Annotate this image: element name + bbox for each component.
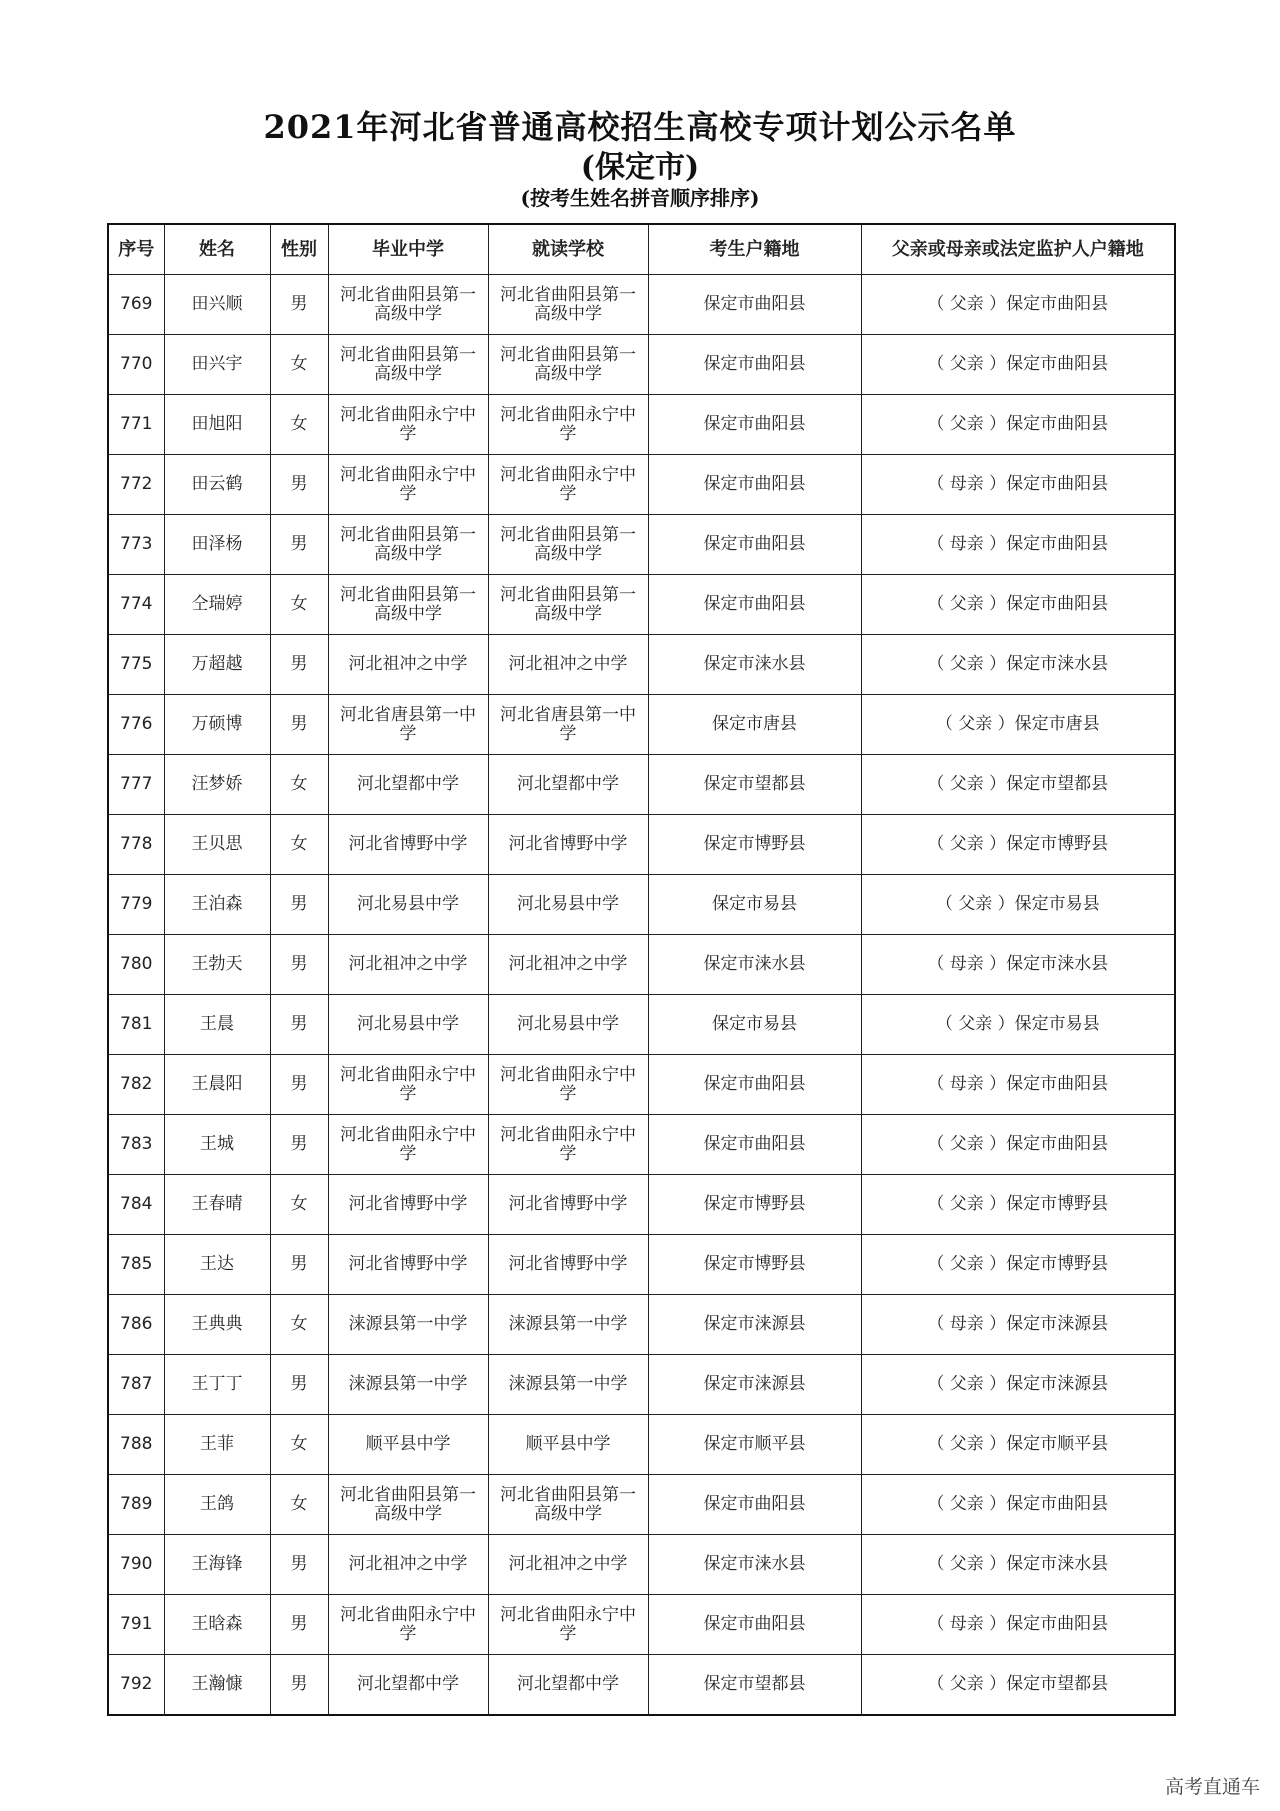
table-row bbox=[108, 1055, 1175, 1115]
guardian-relation: 父亲 bbox=[949, 1554, 984, 1574]
guardian-household-place: 保定市顺平县 bbox=[1006, 1434, 1109, 1454]
cell-guardian-household: （ 母亲 ）保定市涞水县 bbox=[861, 935, 1175, 995]
cell-household: 保定市望都县 bbox=[648, 755, 861, 815]
cell-number: 789 bbox=[108, 1475, 164, 1535]
cell-sex: 男 bbox=[270, 1595, 328, 1655]
cell-name: 王瀚慷 bbox=[164, 1655, 270, 1715]
guardian-household-place: 保定市涞水县 bbox=[1006, 954, 1109, 974]
cell-sex: 女 bbox=[270, 1295, 328, 1355]
cell-household: 保定市涞源县 bbox=[648, 1295, 861, 1355]
cell-guardian-household: （ 父亲 ）保定市涞水县 bbox=[861, 635, 1175, 695]
cell-name: 王鸽 bbox=[164, 1475, 270, 1535]
cell-guardian-household: （ 母亲 ）保定市曲阳县 bbox=[861, 515, 1175, 575]
cell-guardian-household: （ 父亲 ）保定市涞源县 bbox=[861, 1355, 1175, 1415]
guardian-relation: 父亲 bbox=[949, 1434, 984, 1454]
cell-current-school: 河北省博野中学 bbox=[488, 1235, 648, 1295]
column-header-number: 序号 bbox=[108, 224, 164, 275]
cell-guardian-household: （ 父亲 ）保定市涞水县 bbox=[861, 1535, 1175, 1595]
cell-guardian-household: （ 母亲 ）保定市曲阳县 bbox=[861, 1595, 1175, 1655]
cell-name: 田泽杨 bbox=[164, 515, 270, 575]
cell-current-school: 河北省曲阳永宁中学 bbox=[488, 1115, 648, 1175]
cell-graduated-school: 河北易县中学 bbox=[328, 995, 488, 1055]
cell-graduated-school: 河北望都中学 bbox=[328, 1655, 488, 1715]
column-header-current-school: 就读学校 bbox=[488, 224, 648, 275]
cell-graduated-school: 河北省曲阳永宁中学 bbox=[328, 1595, 488, 1655]
table-header-row bbox=[108, 224, 1175, 275]
cell-number: 788 bbox=[108, 1415, 164, 1475]
cell-household: 保定市唐县 bbox=[648, 695, 861, 755]
guardian-household-place: 保定市博野县 bbox=[1006, 834, 1109, 854]
cell-number: 792 bbox=[108, 1655, 164, 1715]
table-row bbox=[108, 1235, 1175, 1295]
cell-number: 782 bbox=[108, 1055, 164, 1115]
cell-current-school: 河北省博野中学 bbox=[488, 815, 648, 875]
cell-current-school: 河北省唐县第一中学 bbox=[488, 695, 648, 755]
cell-household: 保定市博野县 bbox=[648, 1175, 861, 1235]
guardian-household-place: 保定市涞源县 bbox=[1006, 1314, 1109, 1334]
cell-guardian-household: （ 父亲 ）保定市曲阳县 bbox=[861, 335, 1175, 395]
cell-name: 王泊森 bbox=[164, 875, 270, 935]
cell-household: 保定市曲阳县 bbox=[648, 395, 861, 455]
cell-guardian-household: （ 母亲 ）保定市曲阳县 bbox=[861, 1055, 1175, 1115]
table-row bbox=[108, 335, 1175, 395]
cell-name: 万硕博 bbox=[164, 695, 270, 755]
cell-sex: 男 bbox=[270, 275, 328, 335]
cell-guardian-household: （ 父亲 ）保定市唐县 bbox=[861, 695, 1175, 755]
cell-sex: 男 bbox=[270, 1655, 328, 1715]
guardian-household-place: 保定市曲阳县 bbox=[1006, 594, 1109, 614]
cell-guardian-household: （ 父亲 ）保定市易县 bbox=[861, 875, 1175, 935]
cell-name: 王晨阳 bbox=[164, 1055, 270, 1115]
cell-guardian-household: （ 父亲 ）保定市曲阳县 bbox=[861, 575, 1175, 635]
cell-number: 780 bbox=[108, 935, 164, 995]
cell-graduated-school: 河北祖冲之中学 bbox=[328, 935, 488, 995]
guardian-household-place: 保定市曲阳县 bbox=[1006, 1614, 1109, 1634]
guardian-household-place: 保定市博野县 bbox=[1006, 1254, 1109, 1274]
guardian-relation: 母亲 bbox=[949, 474, 984, 494]
cell-graduated-school: 河北省博野中学 bbox=[328, 1235, 488, 1295]
guardian-relation: 母亲 bbox=[949, 534, 984, 554]
cell-household: 保定市涞水县 bbox=[648, 635, 861, 695]
cell-guardian-household: （ 父亲 ）保定市望都县 bbox=[861, 755, 1175, 815]
cell-graduated-school: 河北祖冲之中学 bbox=[328, 1535, 488, 1595]
cell-sex: 男 bbox=[270, 695, 328, 755]
cell-number: 778 bbox=[108, 815, 164, 875]
cell-name: 王丁丁 bbox=[164, 1355, 270, 1415]
cell-household: 保定市曲阳县 bbox=[648, 335, 861, 395]
cell-number: 781 bbox=[108, 995, 164, 1055]
cell-graduated-school: 涞源县第一中学 bbox=[328, 1355, 488, 1415]
cell-name: 王贝思 bbox=[164, 815, 270, 875]
cell-current-school: 河北省曲阳县第一高级中学 bbox=[488, 575, 648, 635]
cell-household: 保定市曲阳县 bbox=[648, 1475, 861, 1535]
cell-number: 773 bbox=[108, 515, 164, 575]
guardian-household-place: 保定市曲阳县 bbox=[1006, 1494, 1109, 1514]
guardian-relation: 父亲 bbox=[949, 1194, 984, 1214]
cell-graduated-school: 河北望都中学 bbox=[328, 755, 488, 815]
table-row bbox=[108, 755, 1175, 815]
guardian-relation: 父亲 bbox=[949, 834, 984, 854]
cell-graduated-school: 河北省曲阳县第一高级中学 bbox=[328, 1475, 488, 1535]
cell-household: 保定市涞水县 bbox=[648, 935, 861, 995]
guardian-household-place: 保定市涞水县 bbox=[1006, 1554, 1109, 1574]
cell-household: 保定市涞水县 bbox=[648, 1535, 861, 1595]
table-row bbox=[108, 1655, 1175, 1715]
cell-number: 775 bbox=[108, 635, 164, 695]
cell-guardian-household: （ 父亲 ）保定市曲阳县 bbox=[861, 1475, 1175, 1535]
column-header-name: 姓名 bbox=[164, 224, 270, 275]
cell-graduated-school: 河北祖冲之中学 bbox=[328, 635, 488, 695]
cell-sex: 男 bbox=[270, 1235, 328, 1295]
cell-sex: 女 bbox=[270, 395, 328, 455]
cell-current-school: 河北省曲阳永宁中学 bbox=[488, 395, 648, 455]
table-row bbox=[108, 1535, 1175, 1595]
cell-name: 田旭阳 bbox=[164, 395, 270, 455]
guardian-relation: 父亲 bbox=[949, 594, 984, 614]
cell-graduated-school: 顺平县中学 bbox=[328, 1415, 488, 1475]
cell-sex: 女 bbox=[270, 1415, 328, 1475]
cell-current-school: 河北祖冲之中学 bbox=[488, 635, 648, 695]
cell-sex: 男 bbox=[270, 1115, 328, 1175]
cell-number: 785 bbox=[108, 1235, 164, 1295]
guardian-relation: 父亲 bbox=[949, 1374, 984, 1394]
cell-graduated-school: 河北省曲阳县第一高级中学 bbox=[328, 335, 488, 395]
document-subtitle-city: (保定市) bbox=[580, 150, 700, 185]
cell-current-school: 河北省博野中学 bbox=[488, 1175, 648, 1235]
cell-sex: 男 bbox=[270, 455, 328, 515]
table-row bbox=[108, 455, 1175, 515]
cell-household: 保定市易县 bbox=[648, 995, 861, 1055]
cell-current-school: 河北省曲阳永宁中学 bbox=[488, 1055, 648, 1115]
column-header-sex: 性别 bbox=[270, 224, 328, 275]
guardian-relation: 父亲 bbox=[958, 714, 993, 734]
cell-household: 保定市曲阳县 bbox=[648, 1595, 861, 1655]
guardian-household-place: 保定市曲阳县 bbox=[1006, 474, 1109, 494]
cell-name: 王勃天 bbox=[164, 935, 270, 995]
cell-current-school: 涞源县第一中学 bbox=[488, 1295, 648, 1355]
table-row bbox=[108, 1415, 1175, 1475]
guardian-relation: 母亲 bbox=[949, 954, 984, 974]
cell-sex: 男 bbox=[270, 995, 328, 1055]
guardian-household-place: 保定市曲阳县 bbox=[1006, 354, 1109, 374]
cell-current-school: 涞源县第一中学 bbox=[488, 1355, 648, 1415]
cell-number: 787 bbox=[108, 1355, 164, 1415]
cell-number: 769 bbox=[108, 275, 164, 335]
table-row bbox=[108, 395, 1175, 455]
table-row bbox=[108, 1115, 1175, 1175]
guardian-relation: 父亲 bbox=[949, 414, 984, 434]
cell-graduated-school: 河北省曲阳永宁中学 bbox=[328, 1115, 488, 1175]
cell-sex: 男 bbox=[270, 875, 328, 935]
table-row bbox=[108, 1595, 1175, 1655]
cell-number: 790 bbox=[108, 1535, 164, 1595]
cell-graduated-school: 河北省曲阳永宁中学 bbox=[328, 395, 488, 455]
table-row bbox=[108, 1475, 1175, 1535]
cell-graduated-school: 河北省曲阳永宁中学 bbox=[328, 1055, 488, 1115]
cell-sex: 女 bbox=[270, 755, 328, 815]
cell-graduated-school: 河北省唐县第一中学 bbox=[328, 695, 488, 755]
guardian-household-place: 保定市易县 bbox=[1014, 894, 1100, 914]
cell-current-school: 河北省曲阳永宁中学 bbox=[488, 455, 648, 515]
cell-sex: 女 bbox=[270, 1475, 328, 1535]
cell-sex: 女 bbox=[270, 575, 328, 635]
guardian-relation: 父亲 bbox=[949, 654, 984, 674]
cell-current-school: 河北望都中学 bbox=[488, 1655, 648, 1715]
cell-sex: 女 bbox=[270, 815, 328, 875]
cell-guardian-household: （ 父亲 ）保定市顺平县 bbox=[861, 1415, 1175, 1475]
cell-household: 保定市曲阳县 bbox=[648, 1055, 861, 1115]
cell-graduated-school: 河北省博野中学 bbox=[328, 815, 488, 875]
cell-guardian-household: （ 父亲 ）保定市博野县 bbox=[861, 815, 1175, 875]
guardian-relation: 父亲 bbox=[949, 1254, 984, 1274]
cell-graduated-school: 涞源县第一中学 bbox=[328, 1295, 488, 1355]
cell-name: 王晗森 bbox=[164, 1595, 270, 1655]
guardian-household-place: 保定市唐县 bbox=[1014, 714, 1100, 734]
cell-number: 791 bbox=[108, 1595, 164, 1655]
guardian-household-place: 保定市曲阳县 bbox=[1006, 1134, 1109, 1154]
cell-number: 779 bbox=[108, 875, 164, 935]
cell-current-school: 河北望都中学 bbox=[488, 755, 648, 815]
cell-name: 万超越 bbox=[164, 635, 270, 695]
cell-household: 保定市曲阳县 bbox=[648, 515, 861, 575]
cell-number: 786 bbox=[108, 1295, 164, 1355]
cell-sex: 男 bbox=[270, 935, 328, 995]
cell-guardian-household: （ 父亲 ）保定市曲阳县 bbox=[861, 395, 1175, 455]
cell-household: 保定市易县 bbox=[648, 875, 861, 935]
cell-sex: 女 bbox=[270, 1175, 328, 1235]
guardian-household-place: 保定市望都县 bbox=[1006, 1673, 1109, 1694]
guardian-household-place: 保定市涞水县 bbox=[1006, 654, 1109, 674]
table-row bbox=[108, 1295, 1175, 1355]
cell-household: 保定市曲阳县 bbox=[648, 455, 861, 515]
cell-number: 772 bbox=[108, 455, 164, 515]
guardian-relation: 父亲 bbox=[949, 774, 984, 794]
cell-sex: 男 bbox=[270, 515, 328, 575]
guardian-relation: 父亲 bbox=[949, 1673, 984, 1694]
cell-household: 保定市顺平县 bbox=[648, 1415, 861, 1475]
cell-guardian-household: （ 父亲 ）保定市博野县 bbox=[861, 1235, 1175, 1295]
table-row bbox=[108, 935, 1175, 995]
cell-graduated-school: 河北省曲阳县第一高级中学 bbox=[328, 515, 488, 575]
cell-household: 保定市曲阳县 bbox=[648, 575, 861, 635]
table-row bbox=[108, 515, 1175, 575]
table-row bbox=[108, 875, 1175, 935]
column-header-household: 考生户籍地 bbox=[648, 224, 861, 275]
cell-current-school: 河北省曲阳县第一高级中学 bbox=[488, 275, 648, 335]
guardian-household-place: 保定市涞源县 bbox=[1006, 1374, 1109, 1394]
table-row bbox=[108, 815, 1175, 875]
cell-name: 王海锋 bbox=[164, 1535, 270, 1595]
cell-name: 田兴宇 bbox=[164, 335, 270, 395]
cell-household: 保定市望都县 bbox=[648, 1655, 861, 1715]
cell-guardian-household: （ 父亲 ）保定市易县 bbox=[861, 995, 1175, 1055]
guardian-household-place: 保定市望都县 bbox=[1006, 774, 1109, 794]
cell-graduated-school: 河北省曲阳县第一高级中学 bbox=[328, 575, 488, 635]
document-sort-note: (按考生姓名拼音顺序排序) bbox=[520, 186, 760, 210]
table-row bbox=[108, 635, 1175, 695]
cell-name: 汪梦娇 bbox=[164, 755, 270, 815]
cell-guardian-household: （ 母亲 ）保定市涞源县 bbox=[861, 1295, 1175, 1355]
cell-graduated-school: 河北省曲阳县第一高级中学 bbox=[328, 275, 488, 335]
cell-household: 保定市博野县 bbox=[648, 815, 861, 875]
table-row bbox=[108, 575, 1175, 635]
cell-household: 保定市博野县 bbox=[648, 1235, 861, 1295]
guardian-relation: 母亲 bbox=[949, 1074, 984, 1094]
table-row bbox=[108, 1355, 1175, 1415]
guardian-relation: 母亲 bbox=[949, 1614, 984, 1634]
cell-number: 784 bbox=[108, 1175, 164, 1235]
cell-current-school: 河北易县中学 bbox=[488, 875, 648, 935]
document-title: 2021年河北省普通高校招生高校专项计划公示名单 bbox=[263, 108, 1017, 146]
guardian-household-place: 保定市曲阳县 bbox=[1006, 294, 1109, 314]
cell-current-school: 河北省曲阳县第一高级中学 bbox=[488, 335, 648, 395]
cell-number: 783 bbox=[108, 1115, 164, 1175]
cell-sex: 男 bbox=[270, 1535, 328, 1595]
cell-number: 770 bbox=[108, 335, 164, 395]
cell-sex: 男 bbox=[270, 1055, 328, 1115]
cell-guardian-household: （ 母亲 ）保定市曲阳县 bbox=[861, 455, 1175, 515]
column-header-guardian-household: 父亲或母亲或法定监护人户籍地 bbox=[861, 224, 1175, 275]
cell-name: 田兴顺 bbox=[164, 275, 270, 335]
cell-household: 保定市曲阳县 bbox=[648, 1115, 861, 1175]
cell-name: 王春晴 bbox=[164, 1175, 270, 1235]
cell-name: 王典典 bbox=[164, 1295, 270, 1355]
cell-current-school: 河北省曲阳县第一高级中学 bbox=[488, 515, 648, 575]
cell-household: 保定市曲阳县 bbox=[648, 275, 861, 335]
cell-guardian-household: （ 父亲 ）保定市曲阳县 bbox=[861, 1115, 1175, 1175]
guardian-relation: 父亲 bbox=[958, 894, 993, 914]
guardian-household-place: 保定市曲阳县 bbox=[1006, 414, 1109, 434]
cell-guardian-household: （ 父亲 ）保定市博野县 bbox=[861, 1175, 1175, 1235]
table-row bbox=[108, 275, 1175, 335]
guardian-relation: 父亲 bbox=[949, 1134, 984, 1154]
cell-guardian-household: （ 父亲 ）保定市曲阳县 bbox=[861, 275, 1175, 335]
cell-guardian-household: （ 父亲 ）保定市望都县 bbox=[861, 1655, 1175, 1715]
guardian-household-place: 保定市博野县 bbox=[1006, 1194, 1109, 1214]
cell-name: 王达 bbox=[164, 1235, 270, 1295]
cell-number: 776 bbox=[108, 695, 164, 755]
candidate-table bbox=[107, 223, 1176, 1716]
cell-current-school: 河北易县中学 bbox=[488, 995, 648, 1055]
cell-current-school: 河北祖冲之中学 bbox=[488, 1535, 648, 1595]
table-row bbox=[108, 995, 1175, 1055]
guardian-household-place: 保定市曲阳县 bbox=[1006, 534, 1109, 554]
column-header-graduated-school: 毕业中学 bbox=[328, 224, 488, 275]
guardian-relation: 父亲 bbox=[949, 294, 984, 314]
table-row bbox=[108, 1175, 1175, 1235]
guardian-household-place: 保定市曲阳县 bbox=[1006, 1074, 1109, 1094]
cell-number: 771 bbox=[108, 395, 164, 455]
guardian-relation: 父亲 bbox=[958, 1014, 993, 1034]
table-row bbox=[108, 695, 1175, 755]
cell-sex: 男 bbox=[270, 1355, 328, 1415]
cell-current-school: 河北省曲阳县第一高级中学 bbox=[488, 1475, 648, 1535]
cell-graduated-school: 河北省曲阳永宁中学 bbox=[328, 455, 488, 515]
cell-name: 田云鹤 bbox=[164, 455, 270, 515]
cell-current-school: 河北省曲阳永宁中学 bbox=[488, 1595, 648, 1655]
cell-graduated-school: 河北易县中学 bbox=[328, 875, 488, 935]
cell-current-school: 河北祖冲之中学 bbox=[488, 935, 648, 995]
cell-sex: 女 bbox=[270, 335, 328, 395]
watermark-text: 高考直通车 bbox=[1164, 1776, 1260, 1798]
cell-name: 王菲 bbox=[164, 1415, 270, 1475]
cell-name: 王城 bbox=[164, 1115, 270, 1175]
cell-name: 王晨 bbox=[164, 995, 270, 1055]
cell-household: 保定市涞源县 bbox=[648, 1355, 861, 1415]
guardian-relation: 父亲 bbox=[949, 1494, 984, 1514]
guardian-relation: 父亲 bbox=[949, 354, 984, 374]
cell-number: 774 bbox=[108, 575, 164, 635]
cell-graduated-school: 河北省博野中学 bbox=[328, 1175, 488, 1235]
guardian-relation: 母亲 bbox=[949, 1314, 984, 1334]
cell-sex: 男 bbox=[270, 635, 328, 695]
guardian-household-place: 保定市易县 bbox=[1014, 1014, 1100, 1034]
cell-current-school: 顺平县中学 bbox=[488, 1415, 648, 1475]
cell-number: 777 bbox=[108, 755, 164, 815]
cell-name: 仝瑞婷 bbox=[164, 575, 270, 635]
